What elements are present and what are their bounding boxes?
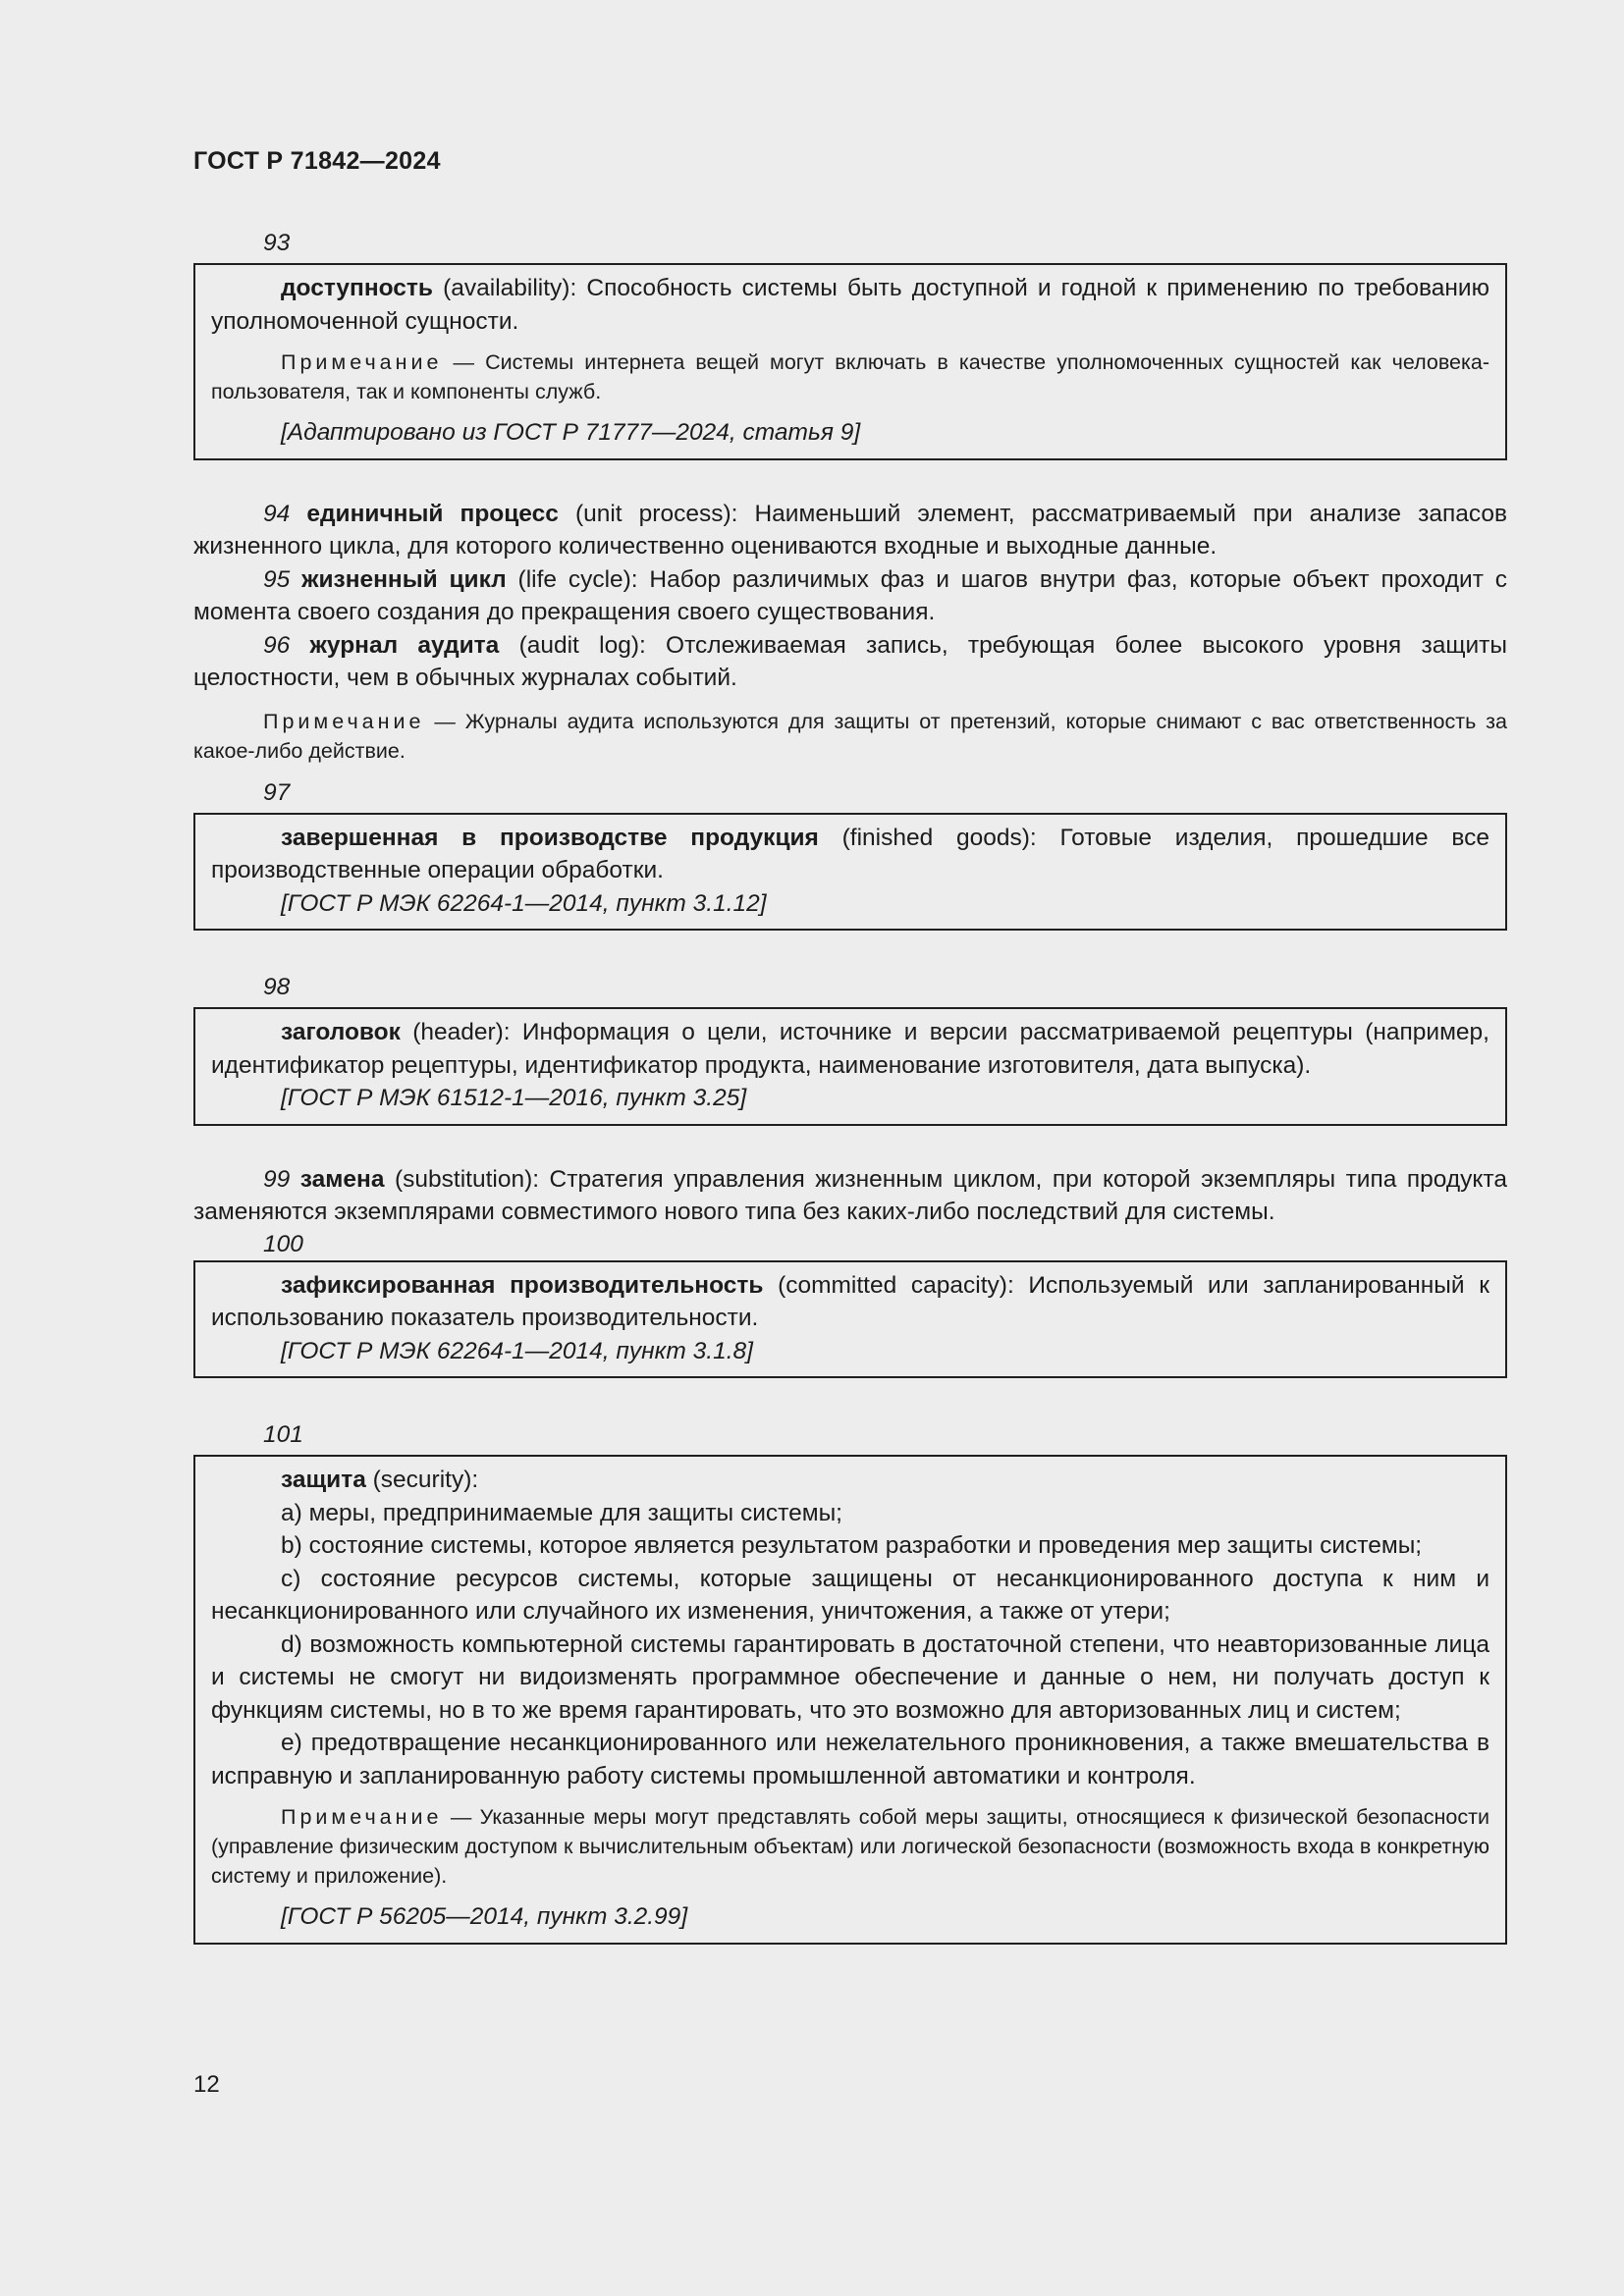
- term-box-100: [193, 1260, 1507, 1379]
- definition-text: (substitution): Стратегия управления жизненным циклом, при которой экземпляры типа продукта заменяются экземплярами совместимого нового типа без каких-либо последствий для системы.: [193, 1165, 1507, 1225]
- term-definition: [193, 1163, 1507, 1229]
- term-definition: [211, 272, 1489, 338]
- term-source-ref: [ГОСТ Р МЭК 61512-1—2016, пункт 3.25]: [281, 1085, 747, 1111]
- list-item-a: а) меры, предпринимаемые для защиты системы;: [281, 1499, 842, 1526]
- term-number: 98: [263, 974, 291, 1000]
- term-number: 93: [263, 230, 291, 256]
- term-number: 100: [263, 1230, 303, 1257]
- list-item-c: с) состояние ресурсов системы, которые защищены от несанкционированного доступа к ним и несанкционированного или случайного их изменения, уничтожения, а также от утери;: [211, 1565, 1489, 1625]
- note-label: Примечание: [281, 350, 443, 374]
- term-name: замена: [299, 1165, 385, 1193]
- term-name: жизненный цикл: [301, 565, 507, 593]
- term-name: защита: [281, 1467, 366, 1493]
- list-item-e: е) предотвращение несанкционированного или нежелательного проникновения, а также вмешательства в исправную и запланированную работу системы промышленной автоматики и контроля.: [211, 1730, 1489, 1789]
- term-name: доступность: [281, 275, 433, 301]
- list-item-d: d) возможность компьютерной системы гарантировать в достаточной степени, что неавторизованные лица и системы не смогут ни видоизменять программное обеспечение и данные о нем, ни получать доступ к функциям системы, но в то же время гарантировать, что это возможно для авторизованных лиц и систем;: [211, 1630, 1489, 1724]
- term-number: 97: [263, 778, 291, 806]
- note-text: — Системы интернета вещей могут включать в качестве уполномоченных сущностей как человека-пользователя, так и компоненты служб.: [211, 350, 1489, 403]
- term-definition: [193, 629, 1507, 695]
- list-item-b: b) состояние системы, которое является результатом разработки и проведения мер защиты системы;: [281, 1532, 1423, 1559]
- definition-text: (availability): Способность системы быть доступной и годной к применению по требованию уполномоченной сущности.: [211, 275, 1489, 335]
- document-header: ГОСТ Р 71842—2024: [193, 147, 441, 175]
- term-name: завершенная в производстве продукция: [281, 824, 819, 851]
- term-source-ref: [ГОСТ Р МЭК 62264-1—2014, пункт 3.1.12]: [281, 889, 767, 917]
- term-source-ref: [Адаптировано из ГОСТ Р 71777—2024, статья 9]: [281, 419, 861, 446]
- term-number: 101: [263, 1421, 303, 1448]
- term-definition: [211, 1016, 1489, 1082]
- term-source-ref: [ГОСТ Р МЭК 62264-1—2014, пункт 3.1.8]: [281, 1337, 753, 1364]
- definition-text: (audit log): Отслеживаемая запись, требующая более высокого уровня защиты целостности, чем в обычных журналах событий.: [193, 631, 1507, 691]
- term-box-93: [193, 263, 1507, 460]
- definition-text: (security):: [365, 1467, 479, 1493]
- definition-text: (life cycle): Набор различимых фаз и шагов внутри фаз, которые объект проходит с момента своего создания до прекращения своего существования.: [193, 565, 1507, 625]
- term-definition: [211, 1464, 1489, 1497]
- term-box-101: [193, 1455, 1507, 1945]
- term-name: зафиксированная производительность: [281, 1271, 764, 1299]
- note-text: — Указанные меры могут представлять собой меры защиты, относящиеся к физической безопасности (управление физическим доступом к вычислительным объектам) или логической безопасности (возможность входа в конкретную систему и приложение).: [211, 1805, 1489, 1888]
- term-name: журнал аудита: [309, 631, 500, 659]
- note-label: Примечание: [281, 1805, 443, 1829]
- term-definition: [211, 822, 1489, 887]
- note-text: — Журналы аудита используются для защиты от претензий, которые снимают с вас ответственность за какое-либо действие.: [193, 709, 1507, 763]
- term-note: [193, 707, 1507, 766]
- free-terms-94-96: [193, 498, 1507, 766]
- term-note: [211, 347, 1489, 406]
- term-number: 99: [263, 1165, 291, 1193]
- term-name: заголовок: [281, 1019, 401, 1045]
- term-box-98: [193, 1007, 1507, 1126]
- term-box-97: [193, 813, 1507, 932]
- definition-text: (finished goods): Готовые изделия, прошедшие все производственные операции обработки.: [211, 824, 1489, 883]
- page-number: 12: [193, 2071, 220, 2098]
- term-number: 95: [263, 565, 291, 593]
- definition-text: (header): Информация о цели, источнике и версии рассматриваемой рецептуры (например, идентификатор рецептуры, идентификатор продукта, наименование изготовителя, дата выпуска).: [211, 1019, 1489, 1079]
- definition-text: (committed capacity): Используемый или запланированный к использованию показатель производительности.: [211, 1271, 1489, 1331]
- term-note: [211, 1802, 1489, 1891]
- free-term-99: [193, 1163, 1507, 1229]
- term-definition: [193, 498, 1507, 563]
- terms-content: [193, 224, 1507, 1945]
- term-definition: [211, 1269, 1489, 1335]
- note-label: Примечание: [263, 709, 425, 733]
- term-definition: [193, 563, 1507, 629]
- term-number: 94: [263, 500, 291, 527]
- term-number: 96: [263, 631, 291, 659]
- definition-text: (unit process): Наименьший элемент, рассматриваемый при анализе запасов жизненного цикла, для которого количественно оцениваются входные и выходные данные.: [193, 500, 1508, 560]
- term-source-ref: [ГОСТ Р 56205—2014, пункт 3.2.99]: [281, 1903, 688, 1930]
- term-name: единичный процесс: [306, 500, 559, 527]
